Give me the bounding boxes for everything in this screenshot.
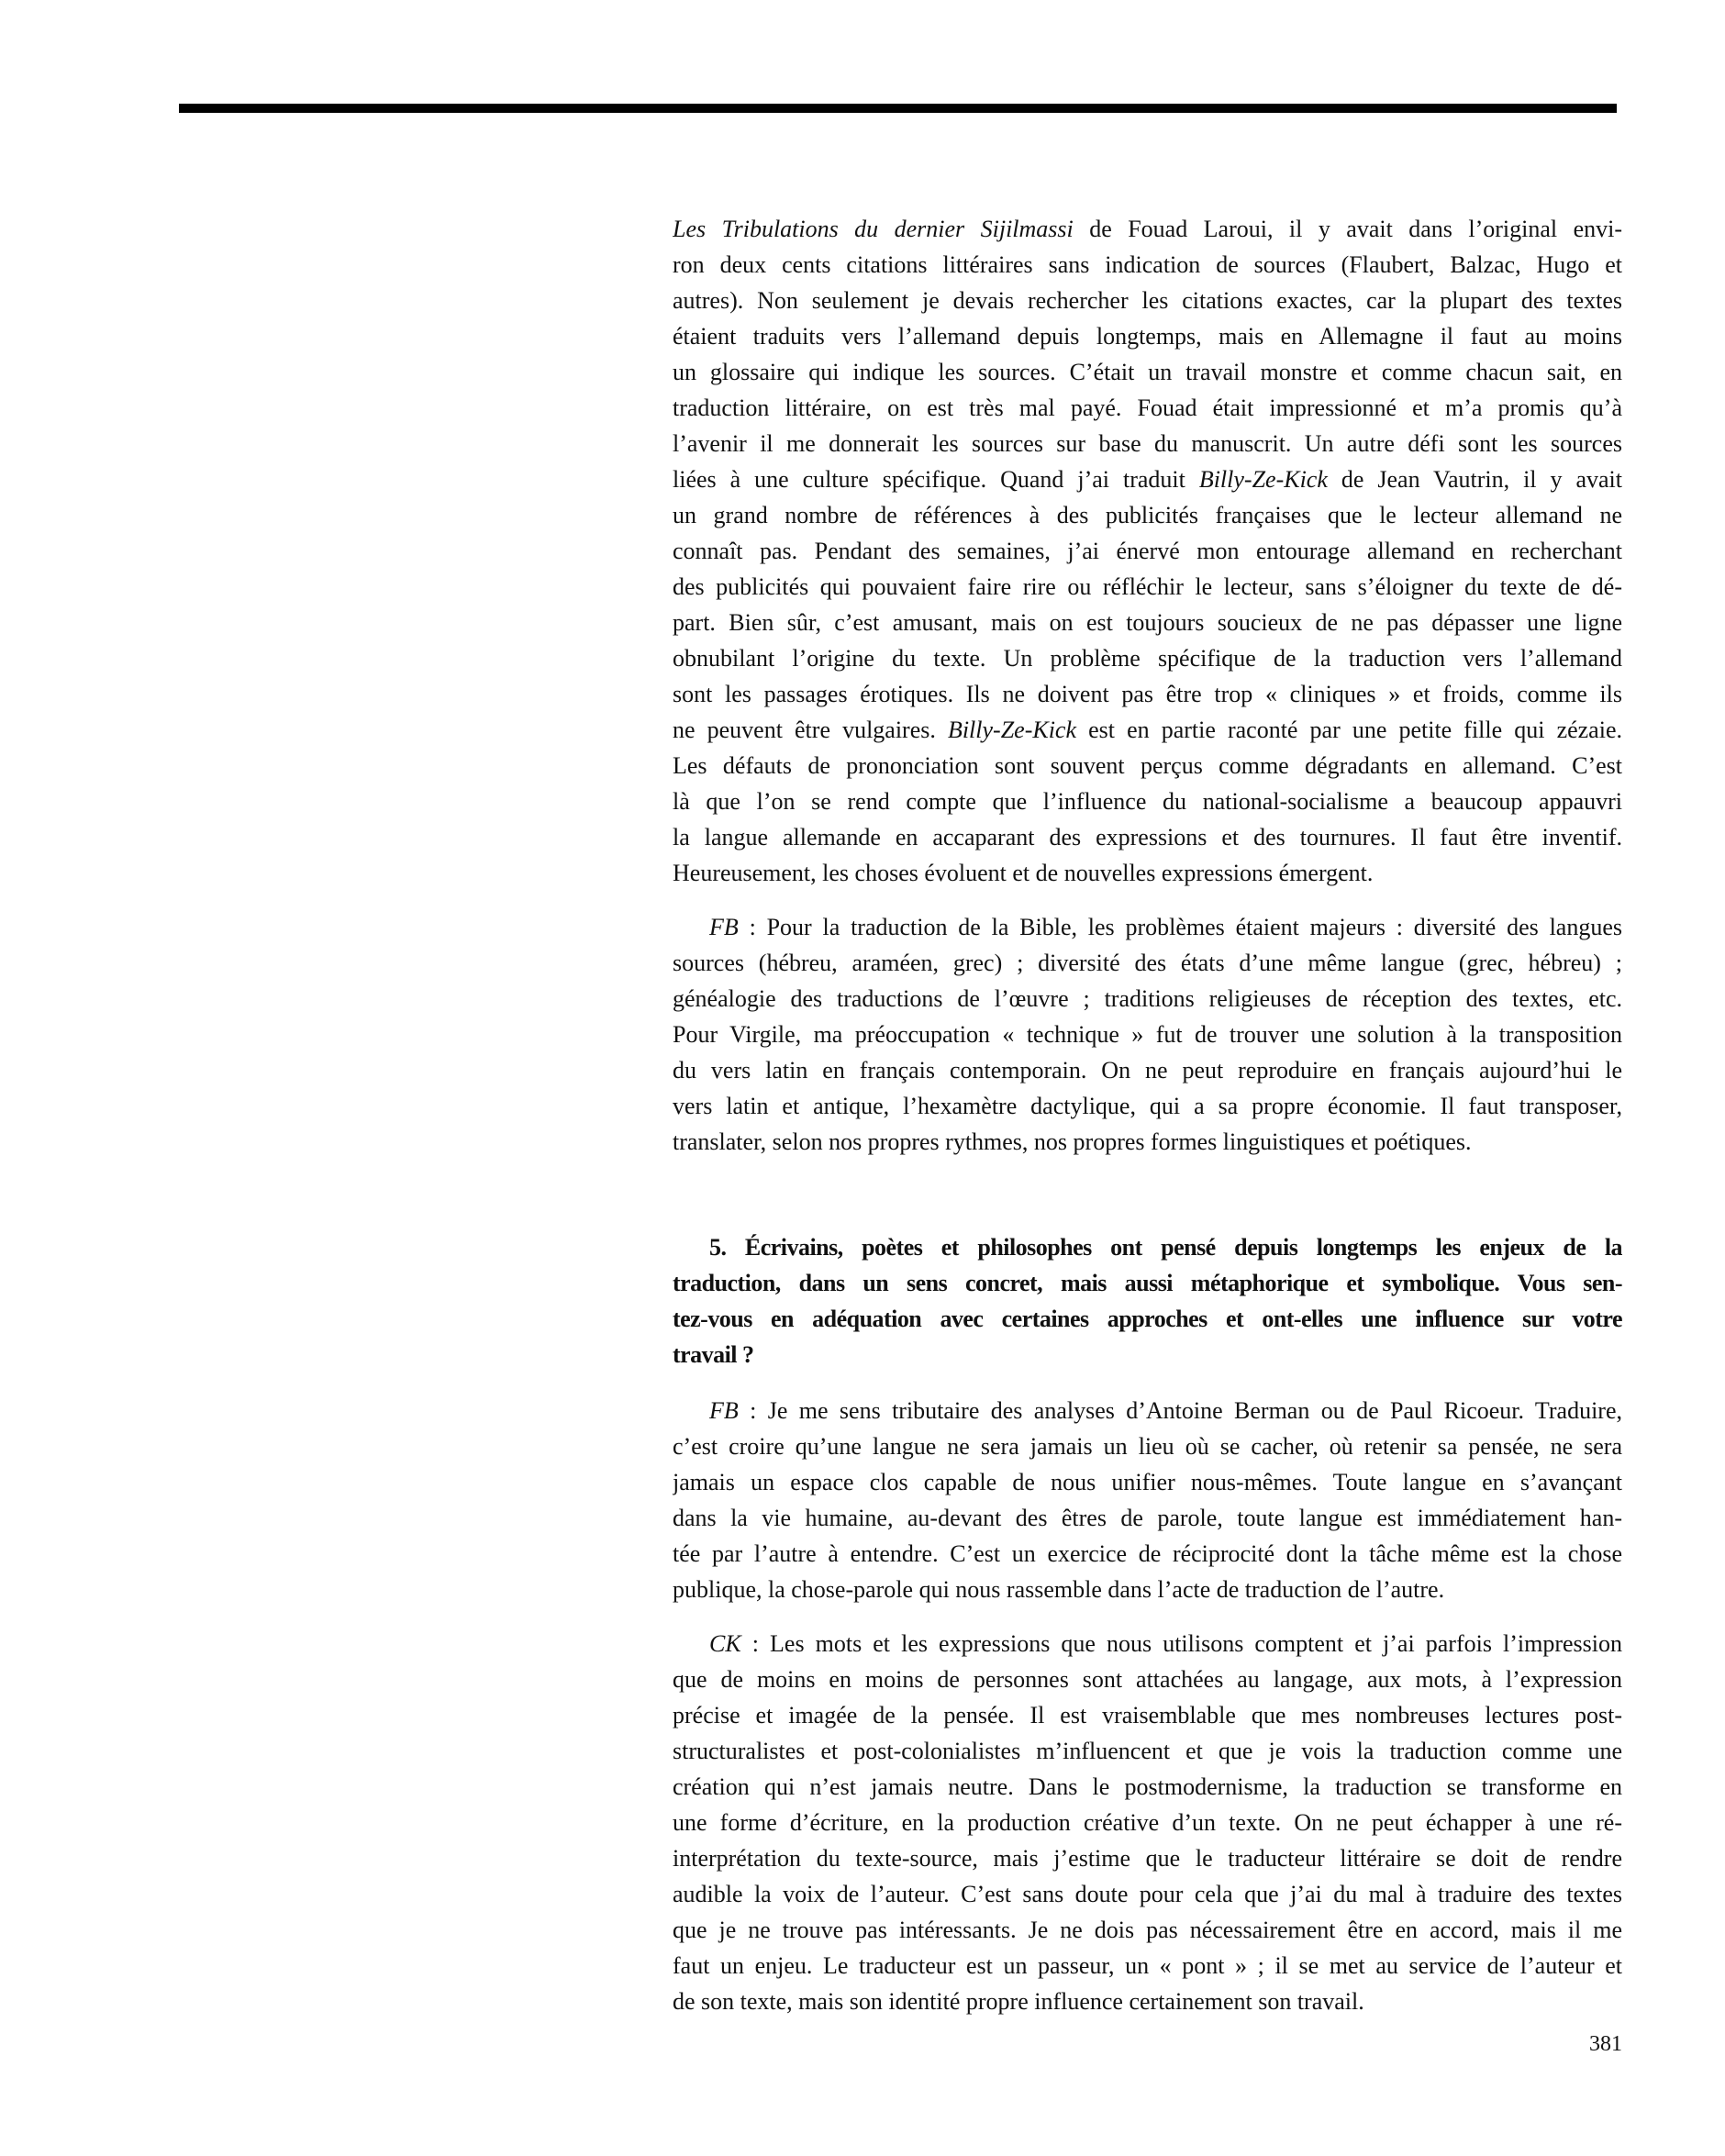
text-run: 5. Écrivains, poètes et philosophes ont pensé depuis longtemps les enjeux de la bbox=[709, 1234, 1622, 1261]
text-line bbox=[673, 1052, 1622, 1088]
text-run: est en partie raconté par une petite fille qui zézaie. bbox=[1076, 717, 1622, 743]
text-run: là que l’on se rend compte que l’influence du national-socialisme a beaucoup appauvri bbox=[673, 788, 1622, 815]
paragraph-fb-bible bbox=[673, 909, 1622, 1160]
text-run: un glossaire qui indique les sources. C’était un travail monstre et comme chacun sait, en bbox=[673, 359, 1622, 385]
text-run: translater, selon nos propres rythmes, nos propres formes linguistiques et poétiques. bbox=[673, 1128, 1472, 1155]
text-line bbox=[673, 748, 1622, 783]
text-run: création qui n’est jamais neutre. Dans le postmodernisme, la traduction se transforme en bbox=[673, 1773, 1622, 1800]
text-run: du vers latin en français contemporain. On ne peut reproduire en français aujourd’hui le bbox=[673, 1057, 1622, 1084]
text-line bbox=[673, 1088, 1622, 1124]
text-run: liées à une culture spécifique. Quand j’ai traduit bbox=[673, 466, 1199, 493]
text-run: traduction littéraire, on est très mal payé. Fouad était impressionné et m’a promis qu’à bbox=[673, 395, 1622, 421]
text-line bbox=[673, 497, 1622, 533]
paragraph-question-5 bbox=[673, 1229, 1622, 1373]
paragraphs-container bbox=[673, 211, 1622, 2019]
text-line bbox=[673, 533, 1622, 569]
text-line bbox=[673, 247, 1622, 283]
text-run: connaît pas. Pendant des semaines, j’ai énervé mon entourage allemand en recherchant bbox=[673, 538, 1622, 564]
text-line bbox=[673, 426, 1622, 461]
text-run: c’est croire qu’une langue ne sera jamais un lieu où se cacher, où retenir sa pensée, ne sera bbox=[673, 1433, 1622, 1460]
text-line bbox=[673, 461, 1622, 497]
text-run: la langue allemande en accaparant des expressions et des tournures. Il faut être inventif. bbox=[673, 824, 1622, 850]
text-run: Heureusement, les choses évoluent et de nouvelles expressions émergent. bbox=[673, 860, 1374, 886]
text-line bbox=[673, 712, 1622, 748]
text-run: part. Bien sûr, c’est amusant, mais on est toujours soucieux de ne pas dépasser une ligne bbox=[673, 609, 1622, 636]
text-line bbox=[673, 1840, 1622, 1876]
text-line bbox=[673, 819, 1622, 855]
text-run: un grand nombre de références à des publicités françaises que le lecteur allemand ne bbox=[673, 502, 1622, 528]
text-line bbox=[673, 981, 1622, 1017]
text-line bbox=[673, 1984, 1622, 2019]
text-run: précise et imagée de la pensée. Il est vraisemblable que mes nombreuses lectures post- bbox=[673, 1702, 1622, 1728]
text-line bbox=[673, 945, 1622, 981]
text-run: ne peuvent être vulgaires. bbox=[673, 717, 948, 743]
text-line bbox=[673, 1229, 1622, 1265]
text-run: de Jean Vautrin, il y avait bbox=[1327, 466, 1622, 493]
text-run: structuralistes et post-colonialistes m’influencent et que je vois la traduction comme une bbox=[673, 1738, 1622, 1764]
text-run: obnubilant l’origine du texte. Un problème spécifique de la traduction vers l’allemand bbox=[673, 645, 1622, 672]
text-line bbox=[673, 1626, 1622, 1661]
text-line bbox=[673, 354, 1622, 390]
text-line bbox=[673, 783, 1622, 819]
italic-text-run: FB bbox=[709, 914, 739, 940]
text-run: généalogie des traductions de l’œuvre ; traditions religieuses de réception des textes, etc. bbox=[673, 985, 1622, 1012]
text-line bbox=[673, 318, 1622, 354]
italic-text-run: Billy-Ze-Kick bbox=[947, 717, 1077, 743]
text-line bbox=[673, 1500, 1622, 1536]
text-line bbox=[673, 569, 1622, 605]
italic-text-run: FB bbox=[709, 1397, 739, 1424]
text-line bbox=[673, 1536, 1622, 1572]
text-run: étaient traduits vers l’allemand depuis longtemps, mais en Allemagne il faut au moins bbox=[673, 323, 1622, 350]
text-run: Les défauts de prononciation sont souvent perçus comme dégradants en allemand. C’est bbox=[673, 752, 1622, 779]
text-run: vers latin et antique, l’hexamètre dactylique, qui a sa propre économie. Il faut transposer, bbox=[673, 1093, 1622, 1119]
text-line bbox=[673, 605, 1622, 640]
text-line bbox=[673, 1124, 1622, 1160]
text-run: jamais un espace clos capable de nous unifier nous-mêmes. Toute langue en s’avançant bbox=[673, 1469, 1622, 1495]
text-line bbox=[673, 283, 1622, 318]
italic-text-run: Billy-Ze-Kick bbox=[1198, 466, 1328, 493]
text-line bbox=[673, 211, 1622, 247]
text-run: travail ? bbox=[673, 1341, 754, 1368]
text-line bbox=[673, 1661, 1622, 1697]
text-run: ron deux cents citations littéraires sans indication de sources (Flaubert, Balzac, Hugo et bbox=[673, 251, 1622, 278]
text-run: de son texte, mais son identité propre influence certainement son travail. bbox=[673, 1988, 1364, 2015]
text-line bbox=[673, 390, 1622, 426]
text-line bbox=[673, 1301, 1622, 1337]
text-run: audible la voix de l’auteur. C’est sans doute pour cela que j’ai du mal à traduire des textes bbox=[673, 1881, 1622, 1907]
text-line bbox=[673, 909, 1622, 945]
text-run: l’avenir il me donnerait les sources sur base du manuscrit. Un autre défi sont les sources bbox=[673, 430, 1622, 457]
page-number: 381 bbox=[1589, 2032, 1622, 2056]
text-run: faut un enjeu. Le traducteur est un passeur, un « pont » ; il se met au service de l’auteur et bbox=[673, 1952, 1622, 1979]
text-line bbox=[673, 1464, 1622, 1500]
text-run: que je ne trouve pas intéressants. Je ne dois pas nécessairement être en accord, mais il me bbox=[673, 1917, 1622, 1943]
text-run: Pour Virgile, ma préoccupation « technique » fut de trouver une solution à la transposition bbox=[673, 1021, 1622, 1048]
paragraph-ck-answer bbox=[673, 1626, 1622, 2019]
text-run: autres). Non seulement je devais rechercher les citations exactes, car la plupart des textes bbox=[673, 287, 1622, 314]
header-rule bbox=[179, 104, 1617, 113]
text-run: publique, la chose-parole qui nous rassemble dans l’acte de traduction de l’autre. bbox=[673, 1576, 1445, 1603]
article-text bbox=[673, 211, 1622, 2062]
text-line bbox=[673, 1769, 1622, 1805]
text-line bbox=[673, 1017, 1622, 1052]
text-run: : Pour la traduction de la Bible, les problèmes étaient majeurs : diversité des langues bbox=[738, 914, 1622, 940]
text-run: tez-vous en adéquation avec certaines approches et ont-elles une influence sur votre bbox=[673, 1306, 1622, 1332]
text-run: : Les mots et les expressions que nous utilisons comptent et j’ai parfois l’impression bbox=[740, 1630, 1622, 1657]
text-line bbox=[673, 1876, 1622, 1912]
text-line bbox=[673, 1337, 1622, 1373]
italic-text-run: CK bbox=[709, 1630, 741, 1657]
text-run: dans la vie humaine, au-devant des êtres de parole, toute langue est immédiatement han- bbox=[673, 1505, 1622, 1531]
text-line bbox=[673, 676, 1622, 712]
text-line bbox=[673, 1393, 1622, 1428]
text-line bbox=[673, 855, 1622, 891]
text-run: sources (hébreu, araméen, grec) ; diversité des états d’une même langue (grec, hébreu) ; bbox=[673, 950, 1622, 976]
paragraph-laroui-continuation bbox=[673, 211, 1622, 891]
text-run: interprétation du texte-source, mais j’estime que le traducteur littéraire se doit de rendre bbox=[673, 1845, 1622, 1872]
text-line bbox=[673, 1733, 1622, 1769]
text-line bbox=[673, 1265, 1622, 1301]
text-run: : Je me sens tributaire des analyses d’Antoine Berman ou de Paul Ricoeur. Traduire, bbox=[738, 1397, 1622, 1424]
text-run: des publicités qui pouvaient faire rire ou réfléchir le lecteur, sans s’éloigner du texte de dé- bbox=[673, 573, 1622, 600]
text-line bbox=[673, 1697, 1622, 1733]
text-run: que de moins en moins de personnes sont attachées au langage, aux mots, à l’expression bbox=[673, 1666, 1622, 1693]
text-line bbox=[673, 1912, 1622, 1948]
paragraph-fb-answer bbox=[673, 1393, 1622, 1607]
text-run: de Fouad Laroui, il y avait dans l’original envi- bbox=[1073, 216, 1622, 242]
text-line bbox=[673, 640, 1622, 676]
italic-text-run: Les Tribulations du dernier Sijilmassi bbox=[673, 216, 1074, 242]
text-run: traduction, dans un sens concret, mais aussi métaphorique et symbolique. Vous sen- bbox=[673, 1270, 1622, 1296]
text-line bbox=[673, 1948, 1622, 1984]
text-line bbox=[673, 1428, 1622, 1464]
text-run: sont les passages érotiques. Ils ne doivent pas être trop « cliniques » et froids, comme ils bbox=[673, 681, 1622, 707]
text-line bbox=[673, 1805, 1622, 1840]
text-run: tée par l’autre à entendre. C’est un exercice de réciprocité dont la tâche même est la chose bbox=[673, 1540, 1622, 1567]
text-run: une forme d’écriture, en la production créative d’un texte. On ne peut échapper à une ré- bbox=[673, 1809, 1622, 1836]
text-line bbox=[673, 1572, 1622, 1607]
